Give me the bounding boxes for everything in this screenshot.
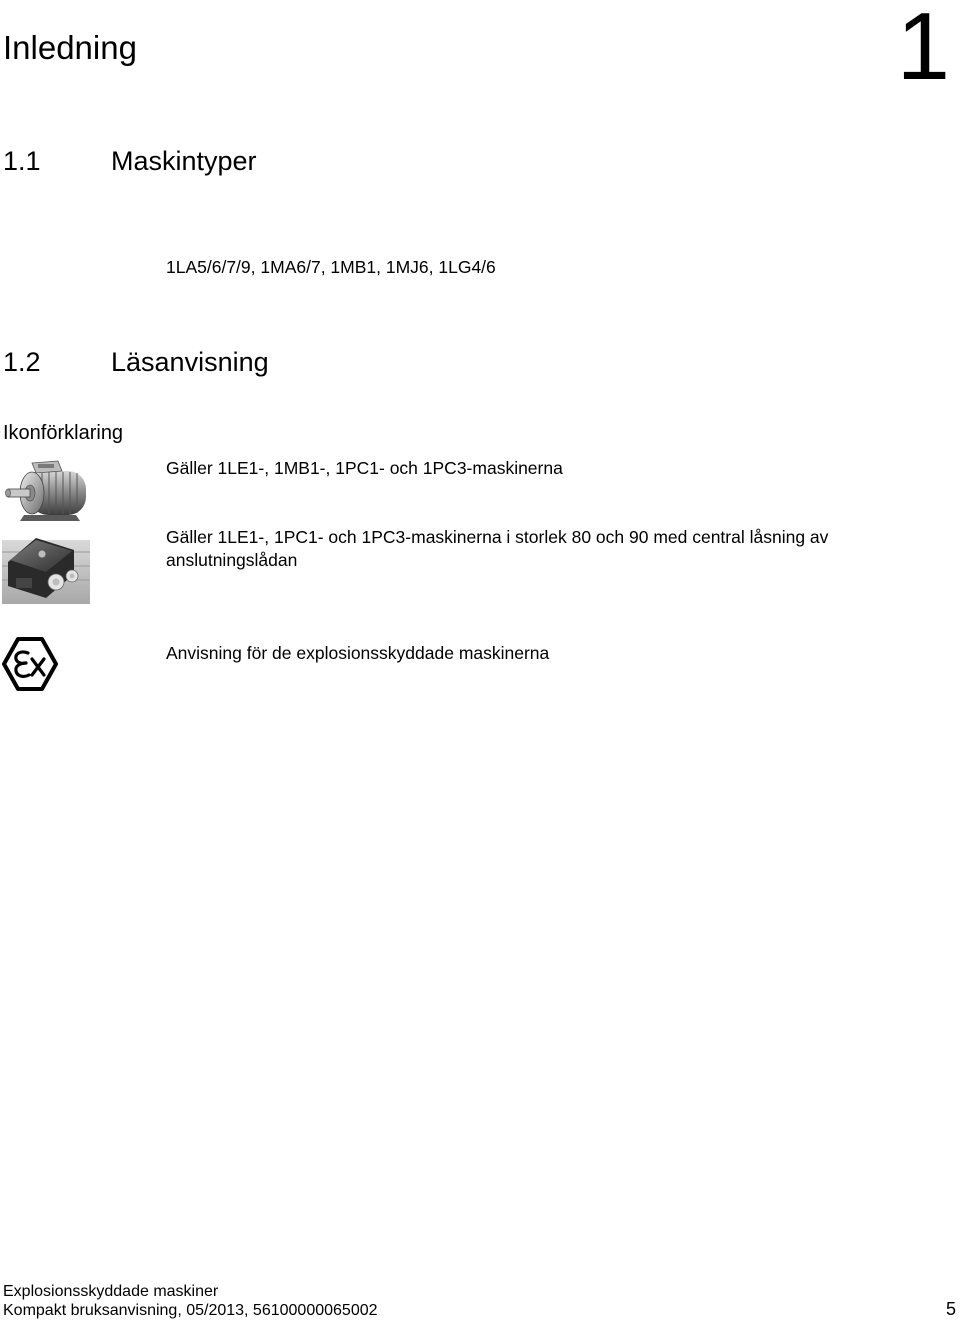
section-heading-1-2 [3,346,269,378]
footer-document-info: Kompakt bruksanvisning, 05/2013, 56100000065002 [3,1302,378,1319]
icon-description-ex: Anvisning för de explosionsskyddade maskinerna [166,643,550,663]
icon-description-motor: Gäller 1LE1-, 1MB1-, 1PC1- och 1PC3-maskinerna [166,458,563,478]
chapter-number: 1 [896,0,950,100]
section-title: Maskintyper [111,146,257,176]
ex-explosion-protection-icon [2,637,58,691]
chapter-title: Inledning [3,29,137,66]
page-number: 5 [945,1299,956,1319]
icon-legend-heading: Ikonförklaring [3,422,124,444]
section-title: Läsanvisning [111,347,269,377]
footer-document-title: Explosionsskyddade maskiner [3,1283,219,1300]
section-heading-1-1 [3,145,257,177]
electric-motor-icon [2,455,92,527]
icon-description-terminal-box: Gäller 1LE1-, 1PC1- och 1PC3-maskinerna i storlek 80 och 90 med central låsning av anslutningslådan [166,527,829,570]
machine-types-text: 1LA5/6/7/9, 1MA6/7, 1MB1, 1MJ6, 1LG4/6 [166,257,496,277]
section-number: 1.2 [3,347,41,377]
section-number: 1.1 [3,146,41,176]
terminal-box-icon [2,532,90,604]
